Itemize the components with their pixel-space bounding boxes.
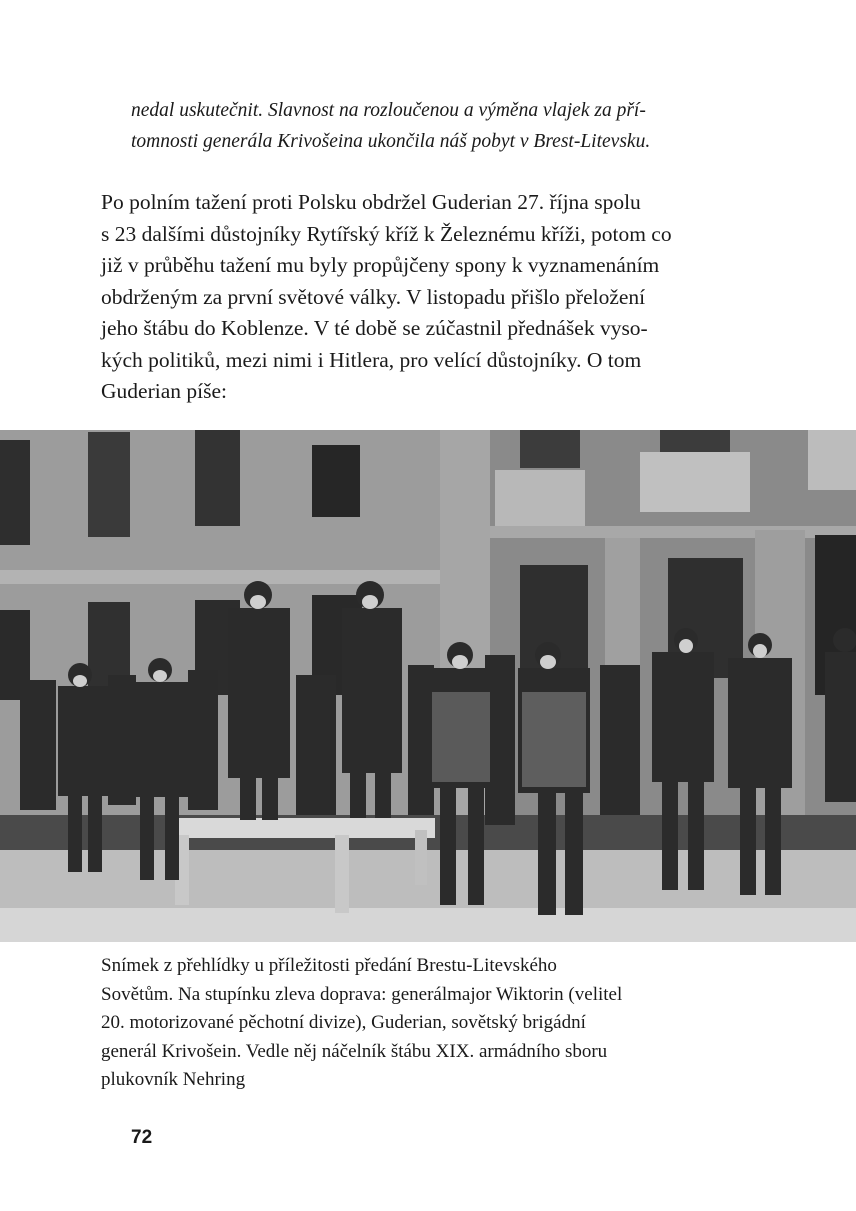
body-line: již v průběhu tažení mu byly propůjčeny spony k vyznamenáním xyxy=(101,253,660,277)
body-line: Guderian píše: xyxy=(101,379,227,403)
body-line: jeho štábu do Koblenze. V té době se zúčastnil přednášek vyso- xyxy=(101,316,648,340)
quote-line: nedal uskutečnit. Slavnost na rozloučenou a výměna vlajek za pří- xyxy=(131,100,646,121)
page-number: 72 xyxy=(131,1127,153,1148)
body-line: s 23 dalšími důstojníky Rytířský kříž k Železnému kříži, potom co xyxy=(101,221,672,246)
body-line: Po polním tažení proti Polsku obdržel Guderian 27. října spolu xyxy=(101,190,641,214)
body-line: kých politiků, mezi nimi i Hitlera, pro velící důstojníky. O tom xyxy=(101,347,642,372)
body-paragraph xyxy=(101,187,741,408)
body-line: obdrženým za první světové války. V listopadu přišlo přeložení xyxy=(101,284,646,309)
caption-line: generál Krivošein. Vedle něj náčelník štábu XIX. armádního sboru xyxy=(101,1040,608,1062)
caption-line: Snímek z přehlídky u příležitosti předání Brestu-Litevského xyxy=(101,955,557,976)
historical-photo xyxy=(0,430,856,942)
photo-caption xyxy=(101,952,751,1095)
caption-line: plukovník Nehring xyxy=(101,1069,246,1090)
caption-line: 20. motorizované pěchotní divize), Guderian, sovětský brigádní xyxy=(101,1012,586,1033)
italic-quote xyxy=(131,95,721,157)
quote-line: tomnosti generála Krivošeina ukončila náš pobyt v Brest-Litevsku. xyxy=(131,131,651,152)
caption-line: Sovětům. Na stupínku zleva doprava: generálmajor Wiktorin (velitel xyxy=(101,983,623,1005)
